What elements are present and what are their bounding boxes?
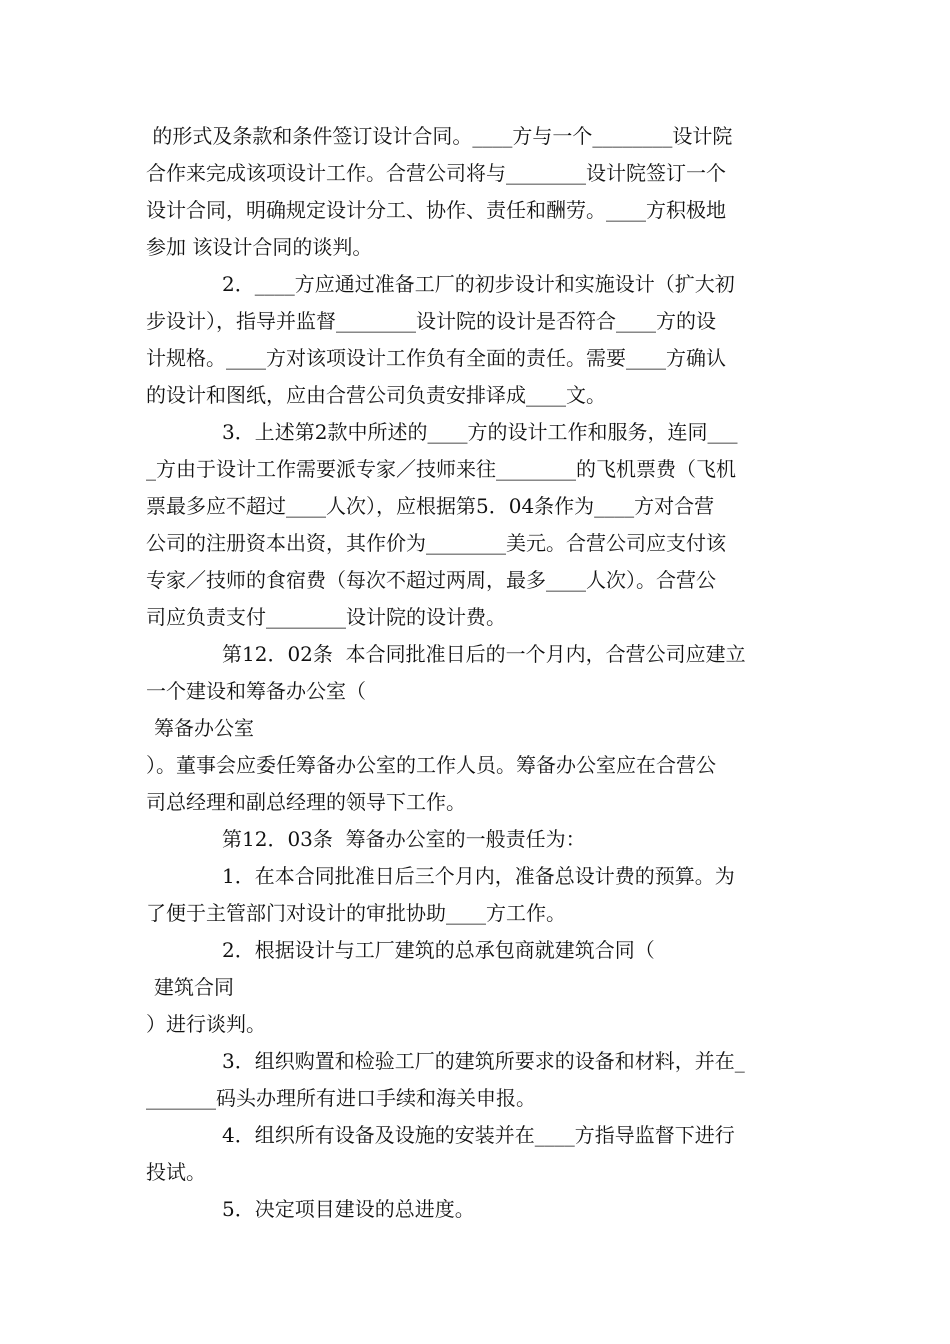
text-line: 2．根据设计与工厂建筑的总承包商就建筑合同（: [222, 938, 655, 962]
text-line: _方由于设计工作需要派专家／技师来往________的飞机票费（飞机: [146, 457, 736, 481]
text-line: 参加 该设计合同的谈判。: [146, 235, 373, 259]
article-heading: 第12．03条 筹备办公室的一般责任为：: [222, 827, 586, 851]
text-line: 1．在本合同批准日后三个月内，准备总设计费的预算。为: [222, 864, 735, 888]
article-heading: 第12．02条 本合同批准日后的一个月内，合营公司应建立: [222, 642, 746, 666]
text-line: 专家／技师的食宿费（每次不超过两周，最多____人次）。合营公: [146, 568, 716, 592]
text-line: 5．决定项目建设的总进度。: [222, 1197, 475, 1221]
text-line: 了便于主管部门对设计的审批协助____方工作。: [146, 901, 566, 925]
text-line: 的形式及条款和条件签订设计合同。____方与一个________设计院: [146, 124, 733, 148]
text-line: 投试。: [146, 1160, 206, 1184]
text-line: 3．上述第2款中所述的____方的设计工作和服务，连同___: [222, 420, 738, 444]
term-definition: 筹备办公室: [154, 716, 254, 740]
text-line: 票最多应不超过____人次），应根据第5．04条作为____方对合营: [146, 494, 715, 518]
text-line: 步设计），指导并监督________设计院的设计是否符合____方的设: [146, 309, 716, 333]
text-line: _______码头办理所有进口手续和海关申报。: [146, 1086, 536, 1110]
term-definition: 建筑合同: [154, 975, 234, 999]
text-line: 一个建设和筹备办公室（: [146, 679, 366, 703]
text-line: 的设计和图纸，应由合营公司负责安排译成____文。: [146, 383, 606, 407]
contract-body-text: [146, 118, 806, 1228]
text-line: 公司的注册资本出资，其作价为________美元。合营公司应支付该: [146, 531, 726, 555]
text-line: 合作来完成该项设计工作。合营公司将与________设计院签订一个: [146, 161, 726, 185]
text-line: 设计合同，明确规定设计分工、协作、责任和酬劳。____方积极地: [146, 198, 726, 222]
text-line: 2．____方应通过准备工厂的初步设计和实施设计（扩大初: [222, 272, 735, 296]
text-line: 司应负责支付________设计院的设计费。: [146, 605, 506, 629]
text-line: 4．组织所有设备及设施的安装并在____方指导监督下进行: [222, 1123, 735, 1147]
text-line: ）。董事会应委任筹备办公室的工作人员。筹备办公室应在合营公: [146, 753, 716, 777]
text-line: ）进行谈判。: [146, 1012, 266, 1036]
text-line: 司总经理和副总经理的领导下工作。: [146, 790, 466, 814]
text-line: 计规格。____方对该项设计工作负有全面的责任。需要____方确认: [146, 346, 726, 370]
text-line: 3．组织购置和检验工厂的建筑所要求的设备和材料，并在_: [222, 1049, 745, 1073]
